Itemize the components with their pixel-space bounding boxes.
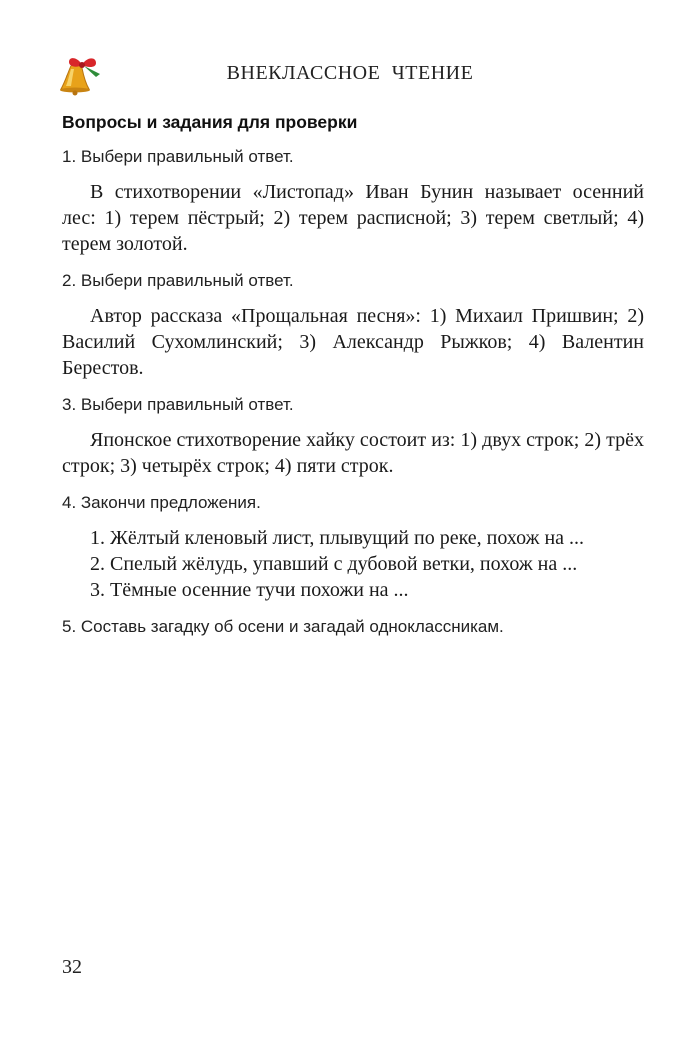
task-5-prompt: 5. Составь загадку об осени и загадай одноклассникам. — [62, 617, 504, 636]
task-2-prompt: 2. Выбери правильный ответ. — [62, 271, 294, 290]
content — [62, 112, 644, 649]
sentence-2: 2. Спелый жёлудь, упавший с дубовой ветки, похож на ... — [90, 553, 578, 575]
task-2-text: Автор рассказа «Прощальная песня»: 1) Михаил Пришвин; 2) Василий Сухомлинский; 3) Александр Рыжков; 4) Валентин Берестов. — [62, 305, 644, 379]
section-title: Вопросы и задания для проверки — [62, 112, 358, 132]
task-3-prompt: 3. Выбери правильный ответ. — [62, 395, 294, 414]
task-4-sentences — [62, 525, 644, 603]
task-1-prompt: 1. Выбери правильный ответ. — [62, 147, 294, 166]
sentence-3: 3. Тёмные осенние тучи похожи на ... — [90, 579, 409, 601]
page-header-title: ВНЕКЛАССНОЕ ЧТЕНИЕ — [226, 62, 474, 84]
task-1-text: В стихотворении «Листопад» Иван Бунин называет осенний лес: 1) терем пёстрый; 2) терем расписной; 3) терем светлый; 4) терем золотой. — [62, 181, 644, 255]
task-4-prompt: 4. Закончи предложения. — [62, 493, 261, 512]
task-3-text: Японское стихотворение хайку состоит из: 1) двух строк; 2) трёх строк; 3) четырёх строк; 4) пяти строк. — [62, 429, 644, 477]
sentence-1: 1. Жёлтый кленовый лист, плывущий по реке, похож на ... — [90, 527, 585, 549]
page-number: 32 — [62, 956, 82, 978]
